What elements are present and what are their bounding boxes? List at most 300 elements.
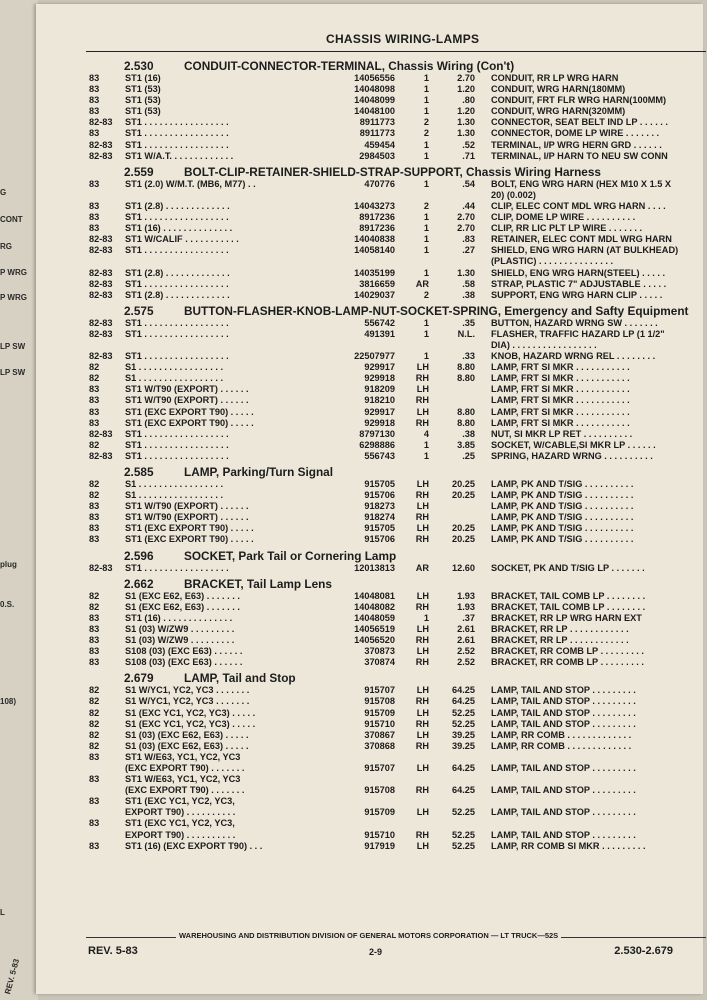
part-model: ST1 (EXC YC1, YC2, YC3,	[125, 796, 235, 807]
part-part: 14040838	[354, 234, 395, 245]
part-part: 915707	[364, 762, 395, 773]
part-part: 14056520	[354, 635, 395, 646]
part-price: 39.25	[452, 729, 475, 740]
part-desc	[481, 774, 707, 785]
part-yr: 82-83	[89, 117, 113, 128]
part-qty: RH	[415, 395, 429, 406]
part-yr: 82-83	[89, 278, 113, 289]
part-model: ST1 W/T90 (EXPORT) . . . . . .	[125, 395, 249, 406]
part-desc: NUT, SI MKR LP RET . . . . . . . . . .	[491, 428, 633, 439]
part-qty: 1	[423, 84, 429, 95]
part-price: 64.25	[452, 785, 475, 796]
part-row	[89, 318, 707, 329]
part-model: ST1 . . . . . . . . . . . . . . . . .	[125, 351, 229, 362]
part-row	[89, 190, 707, 201]
part-price	[435, 752, 481, 763]
part-price	[435, 512, 481, 523]
part-part: 929917	[364, 406, 395, 417]
part-yr: 83	[89, 95, 100, 106]
part-part: 12013813	[354, 562, 395, 573]
part-row	[89, 841, 707, 852]
part-yr: 83	[89, 406, 100, 417]
section-number: 2.575	[124, 303, 154, 318]
part-model: ST1 (2.8) . . . . . . . . . . . . .	[125, 267, 230, 278]
part-price: 2.61	[457, 635, 475, 646]
section-title: BRACKET, Tail Lamp Lens	[184, 576, 332, 591]
part-row	[89, 106, 707, 117]
part-qty	[403, 256, 435, 267]
part-price: .71	[462, 150, 475, 161]
part-yr: 82	[89, 439, 100, 450]
section-title: LAMP, Parking/Turn Signal	[184, 465, 334, 479]
part-part: 370867	[364, 729, 395, 740]
part-part: 22507977	[354, 351, 395, 362]
part-price: .54	[462, 178, 475, 189]
part-qty: 1	[423, 267, 429, 278]
section-range: 2.530-2.679	[614, 945, 673, 957]
part-part: 556743	[364, 450, 395, 461]
part-part	[319, 340, 403, 351]
part-desc: CONDUIT, RR LP WRG HARN	[491, 73, 619, 83]
part-row	[89, 613, 707, 624]
previous-page-edge	[0, 0, 38, 1000]
part-row	[89, 407, 707, 418]
part-part: 929917	[364, 362, 395, 373]
part-part: 915705	[364, 479, 395, 489]
part-qty	[403, 818, 435, 829]
part-price: .38	[462, 428, 475, 439]
part-price: 1.93	[457, 590, 475, 601]
parts-listing	[89, 56, 707, 852]
part-desc: RETAINER, ELEC CONT MDL WRG HARN	[491, 234, 672, 245]
section-title: SOCKET, Park Tail or Cornering Lamp	[184, 548, 397, 563]
part-price: N.L.	[457, 328, 475, 339]
part-price	[435, 340, 481, 351]
part-price: 1.93	[457, 601, 475, 612]
part-model: S1 . . . . . . . . . . . . . . . . .	[125, 479, 224, 489]
part-qty: 1	[423, 178, 429, 189]
part-part: 491391	[364, 328, 395, 339]
part-row	[89, 117, 707, 128]
part-model: ST1 . . . . . . . . . . . . . . . . .	[125, 428, 229, 439]
part-desc: BOLT, ENG WRG HARN (HEX M10 X 1.5 X	[491, 178, 672, 189]
part-model: ST1 W/CALIF . . . . . . . . . . .	[125, 234, 239, 245]
section-2-530	[89, 56, 707, 162]
part-row	[89, 73, 707, 84]
part-qty: RH	[415, 696, 429, 707]
part-model: S1 (03) (EXC E62, E63) . . . . .	[125, 740, 249, 751]
part-model: ST1 (16)	[125, 73, 161, 83]
part-model: S1 (EXC E62, E63) . . . . . . .	[125, 590, 240, 601]
section-number: 2.530	[124, 59, 154, 73]
part-yr: 83	[89, 212, 100, 223]
section-heading	[89, 162, 707, 179]
part-model: S1 (03) W/ZW9 . . . . . . . . .	[125, 623, 235, 634]
prev-page-fragment: RG	[0, 242, 12, 251]
part-row	[89, 223, 707, 234]
part-row	[89, 591, 707, 602]
part-model: ST1 . . . . . . . . . . . . . . . . .	[125, 328, 229, 339]
section-heading	[89, 301, 707, 318]
part-row	[89, 329, 707, 340]
part-desc: LAMP, TAIL AND STOP . . . . . . . . .	[491, 718, 636, 729]
part-model	[125, 340, 319, 351]
part-price: 1.20	[457, 84, 475, 95]
part-part: 918209	[364, 384, 395, 395]
part-qty: LH	[416, 406, 429, 417]
part-part: 14043273	[354, 200, 395, 211]
part-price	[435, 818, 481, 829]
part-part: 918273	[364, 501, 395, 512]
part-desc: LAMP, TAIL AND STOP . . . . . . . . .	[491, 685, 636, 696]
part-price: 2.70	[457, 212, 475, 223]
part-desc: KNOB, HAZARD WRNG REL . . . . . . . .	[491, 351, 656, 362]
part-price: .83	[462, 234, 475, 245]
part-desc: BRACKET, RR COMB LP . . . . . . . . .	[491, 657, 644, 668]
part-part: 915708	[364, 696, 395, 707]
part-part: 14048081	[354, 590, 395, 601]
part-desc: LAMP, PK AND T/SIG . . . . . . . . . .	[491, 479, 634, 489]
part-model: S1 W/YC1, YC2, YC3 . . . . . . .	[125, 685, 250, 696]
part-desc: BRACKET, RR LP . . . . . . . . . . . .	[491, 635, 629, 646]
section-heading	[89, 462, 707, 479]
part-price: 8.80	[457, 373, 475, 384]
part-row	[89, 512, 707, 523]
part-model	[125, 256, 319, 267]
part-qty	[403, 774, 435, 785]
part-part: 14048100	[354, 106, 395, 117]
part-price: 20.25	[452, 523, 475, 534]
part-price	[435, 395, 481, 406]
part-yr: 82	[89, 740, 100, 751]
part-qty: RH	[415, 718, 429, 729]
section-number: 2.662	[124, 576, 154, 591]
part-price: .27	[462, 245, 475, 256]
part-yr: 83	[89, 523, 100, 534]
part-part: 915709	[364, 707, 395, 718]
section-2-662	[89, 574, 707, 669]
part-part: 8911773	[359, 128, 395, 139]
part-desc: SHIELD, ENG WRG HARN (AT BULKHEAD)	[491, 245, 679, 256]
part-yr: 83	[89, 512, 100, 523]
part-part: 917919	[364, 840, 395, 851]
part-desc: BRACKET, RR COMB LP . . . . . . . . .	[491, 646, 644, 657]
prev-page-fragment: REV. 5-83	[3, 957, 22, 996]
part-model: ST1 (53)	[125, 84, 161, 95]
part-price: 12.60	[452, 562, 475, 573]
part-desc: SOCKET, PK AND T/SIG LP . . . . . . .	[491, 562, 645, 573]
part-model: ST1 (16) . . . . . . . . . . . . . .	[125, 223, 233, 234]
part-part: 915707	[364, 685, 395, 696]
part-desc	[481, 818, 707, 829]
part-yr: 83	[89, 657, 100, 668]
part-desc: LAMP, FRT SI MKR . . . . . . . . . . .	[491, 362, 630, 373]
part-row	[89, 279, 707, 290]
part-qty: LH	[416, 501, 429, 512]
part-desc: LAMP, TAIL AND STOP . . . . . . . . .	[491, 696, 636, 707]
part-part: 8917236	[359, 212, 395, 223]
part-yr: 83	[89, 84, 100, 95]
part-part: 6298886	[359, 439, 395, 450]
part-qty: 1	[423, 234, 429, 245]
part-qty: 1	[423, 73, 429, 83]
section-2-679	[89, 668, 707, 851]
part-qty: LH	[416, 729, 429, 740]
part-desc: TERMINAL, I/P WRG HERN GRD . . . . . .	[491, 139, 662, 150]
part-price	[435, 796, 481, 807]
part-part: 2984503	[359, 150, 395, 161]
part-price: 20.25	[452, 479, 475, 489]
section-title: CONDUIT-CONNECTOR-TERMINAL, Chassis Wiring (Con't)	[184, 59, 515, 73]
part-yr: 82-83	[89, 351, 113, 362]
part-yr: 82-83	[89, 234, 113, 245]
part-desc: SOCKET, W/CABLE,SI MKR LP . . . . . .	[491, 439, 656, 450]
part-yr: 83	[89, 774, 100, 785]
part-model: ST1 . . . . . . . . . . . . . . . . .	[125, 128, 229, 139]
part-model: ST1 W/A.T. . . . . . . . . . . . .	[125, 150, 234, 161]
part-qty: RH	[415, 490, 429, 501]
part-qty: RH	[415, 534, 429, 545]
section-title: BOLT-CLIP-RETAINER-SHIELD-STRAP-SUPPORT, Chassis Wiring Harness	[184, 164, 601, 179]
prev-page-fragment: LP SW	[0, 368, 26, 377]
part-row	[89, 256, 707, 267]
part-desc: LAMP, RR COMB . . . . . . . . . . . . .	[491, 740, 632, 751]
part-price: 52.25	[452, 840, 475, 851]
part-qty: RH	[415, 601, 429, 612]
part-row	[89, 395, 707, 406]
part-row	[89, 340, 707, 351]
part-qty	[403, 340, 435, 351]
part-desc: LAMP, FRT SI MKR . . . . . . . . . . .	[491, 395, 630, 406]
part-yr: 82	[89, 718, 100, 729]
part-price: .33	[462, 351, 475, 362]
part-qty: 1	[423, 139, 429, 150]
part-row	[89, 268, 707, 279]
part-part: 915705	[364, 523, 395, 534]
part-price: .35	[462, 317, 475, 328]
part-yr: 83	[89, 395, 100, 406]
part-part: 14048082	[354, 601, 395, 612]
part-price: .38	[462, 289, 475, 300]
part-part	[319, 256, 403, 267]
part-row	[89, 657, 707, 668]
part-qty: 2	[423, 200, 429, 211]
part-model	[125, 190, 319, 201]
part-model: ST1 . . . . . . . . . . . . . . . . .	[125, 117, 229, 128]
section-number: 2.559	[124, 164, 154, 179]
part-part: 470776	[364, 178, 395, 189]
part-yr	[89, 256, 125, 267]
part-part: 915710	[364, 829, 395, 840]
part-yr: 83	[89, 646, 100, 657]
part-qty: 1	[423, 450, 429, 461]
part-part: 918274	[364, 512, 395, 523]
part-qty: 1	[423, 351, 429, 362]
part-model: ST1 (16) . . . . . . . . . . . . . .	[125, 612, 233, 623]
part-yr: 83	[89, 223, 100, 234]
part-row	[89, 501, 707, 512]
part-qty: 1	[423, 150, 429, 161]
part-model: ST1 W/E63, YC1, YC2, YC3	[125, 751, 241, 762]
part-model: ST1 (53)	[125, 95, 161, 106]
part-row	[89, 362, 707, 373]
part-desc: CONNECTOR, SEAT BELT IND LP . . . . . .	[491, 117, 668, 128]
part-desc: TERMINAL, I/P HARN TO NEU SW CONN	[491, 150, 668, 161]
part-desc: BRACKET, TAIL COMB LP . . . . . . . .	[491, 601, 646, 612]
part-model: S1 (03) W/ZW9 . . . . . . . . .	[125, 635, 235, 646]
part-model: S1 . . . . . . . . . . . . . . . . .	[125, 362, 224, 373]
section-title: BUTTON-FLASHER-KNOB-LAMP-NUT-SOCKET-SPRING, Emergency and Safty Equipment	[184, 303, 689, 318]
part-yr: 83	[89, 128, 100, 139]
part-yr: 83	[89, 840, 100, 851]
part-qty: RH	[415, 635, 429, 646]
part-yr: 82	[89, 601, 100, 612]
part-row	[89, 490, 707, 501]
part-yr: 82-83	[89, 150, 113, 161]
part-desc: CONDUIT, FRT FLR WRG HARN(100MM)	[491, 95, 667, 106]
part-price: 52.25	[452, 829, 475, 840]
part-desc: LAMP, TAIL AND STOP . . . . . . . . .	[491, 762, 636, 773]
part-yr: 82	[89, 362, 100, 373]
part-qty: LH	[416, 590, 429, 601]
part-yr: 82-83	[89, 450, 113, 461]
part-qty: RH	[415, 740, 429, 751]
part-part: 929918	[364, 417, 395, 428]
part-row	[89, 624, 707, 635]
part-part: 14048098	[354, 84, 395, 95]
part-yr: 82	[89, 729, 100, 740]
part-row	[89, 95, 707, 106]
part-qty: 1	[423, 245, 429, 256]
part-qty: LH	[416, 646, 429, 657]
part-qty: LH	[416, 685, 429, 696]
part-row	[89, 418, 707, 429]
part-row	[89, 128, 707, 139]
part-part: 370868	[364, 740, 395, 751]
part-part: 915706	[364, 534, 395, 545]
section-heading	[89, 56, 707, 73]
part-qty: 1	[423, 328, 429, 339]
part-qty: RH	[415, 373, 429, 384]
part-qty: RH	[415, 829, 429, 840]
revision-label: REV. 5-83	[88, 945, 138, 957]
part-desc: STRAP, PLASTIC 7" ADJUSTABLE . . . . .	[491, 278, 667, 289]
part-row	[89, 563, 707, 574]
part-price: 39.25	[452, 740, 475, 751]
part-yr: 82-83	[89, 267, 113, 278]
part-qty: 1	[423, 439, 429, 450]
part-model: ST1 (EXC YC1, YC2, YC3,	[125, 818, 235, 829]
part-part: 14048099	[354, 95, 395, 106]
part-model: ST1 (53)	[125, 106, 161, 117]
part-desc: LAMP, PK AND T/SIG . . . . . . . . . .	[491, 501, 634, 512]
part-qty: 1	[423, 612, 429, 623]
part-desc: LAMP, PK AND T/SIG . . . . . . . . . .	[491, 523, 634, 534]
part-yr: 83	[89, 384, 100, 395]
part-desc: BUTTON, HAZARD WRNG SW . . . . . . .	[491, 317, 658, 328]
part-price: 8.80	[457, 417, 475, 428]
section-number: 2.585	[124, 465, 154, 479]
part-row	[89, 523, 707, 534]
part-price: 20.25	[452, 534, 475, 545]
catalog-page	[36, 4, 703, 994]
part-desc: CONDUIT, WRG HARN(320MM)	[491, 106, 626, 117]
part-yr	[89, 807, 125, 818]
part-desc: LAMP, TAIL AND STOP . . . . . . . . .	[491, 807, 636, 818]
section-2-575	[89, 301, 707, 462]
part-qty: 1	[423, 317, 429, 328]
part-model: S1 (EXC YC1, YC2, YC3) . . . . .	[125, 718, 256, 729]
part-desc: LAMP, PK AND T/SIG . . . . . . . . . .	[491, 512, 634, 523]
prev-page-fragment: L	[0, 908, 5, 917]
part-desc: DIA) . . . . . . . . . . . . . . . . .	[491, 339, 597, 350]
part-part: 915706	[364, 490, 395, 501]
section-number: 2.596	[124, 548, 154, 563]
part-yr: 83	[89, 818, 100, 829]
part-price	[435, 774, 481, 785]
part-row	[89, 84, 707, 95]
part-row	[89, 785, 707, 796]
part-model: S1 W/YC1, YC2, YC3 . . . . . . .	[125, 696, 250, 707]
part-row	[89, 245, 707, 256]
part-desc: SHIELD, ENG WRG HARN(STEEL) . . . . .	[491, 267, 666, 278]
part-model: ST1 . . . . . . . . . . . . . . . . .	[125, 439, 229, 450]
part-part: 915709	[364, 807, 395, 818]
section-heading	[89, 574, 707, 591]
part-part: 14035199	[354, 267, 395, 278]
part-row	[89, 429, 707, 440]
part-part: 918210	[364, 395, 395, 406]
part-yr: 83	[89, 200, 100, 211]
part-row	[89, 708, 707, 719]
part-qty: LH	[416, 384, 429, 395]
part-price: 8.80	[457, 406, 475, 417]
part-yr: 82	[89, 685, 100, 696]
part-yr: 82-83	[89, 328, 113, 339]
part-qty: LH	[416, 807, 429, 818]
part-yr: 83	[89, 612, 100, 623]
part-desc: CLIP, DOME LP WIRE . . . . . . . . . .	[491, 212, 636, 223]
part-yr: 82-83	[89, 245, 113, 256]
part-yr: 83	[89, 417, 100, 428]
part-row	[89, 534, 707, 545]
section-2-559	[89, 162, 707, 301]
part-qty: 1	[423, 106, 429, 117]
part-part: 370874	[364, 657, 395, 668]
part-qty: 2	[423, 289, 429, 300]
part-row	[89, 696, 707, 707]
part-yr: 82	[89, 590, 100, 601]
part-yr	[89, 763, 125, 774]
part-model: ST1 (16) (EXC EXPORT T90) . . .	[125, 840, 263, 851]
part-yr	[89, 785, 125, 796]
part-part: 14056556	[354, 73, 395, 83]
part-row	[89, 752, 707, 763]
part-desc: LAMP, PK AND T/SIG . . . . . . . . . .	[491, 534, 634, 545]
part-desc: BRACKET, RR LP WRG HARN EXT	[491, 612, 642, 623]
part-price: 52.25	[452, 707, 475, 718]
part-yr: 82-83	[89, 562, 113, 573]
part-part: 8911773	[359, 117, 395, 128]
prev-page-fragment: P WRG	[0, 293, 27, 302]
part-part: 459454	[364, 139, 395, 150]
part-row	[89, 719, 707, 730]
prev-page-fragment: plug	[0, 560, 17, 569]
part-row	[89, 373, 707, 384]
part-yr: 82	[89, 490, 100, 501]
header-rule	[86, 51, 706, 52]
part-desc: SPRING, HAZARD WRNG . . . . . . . . . .	[491, 450, 653, 461]
